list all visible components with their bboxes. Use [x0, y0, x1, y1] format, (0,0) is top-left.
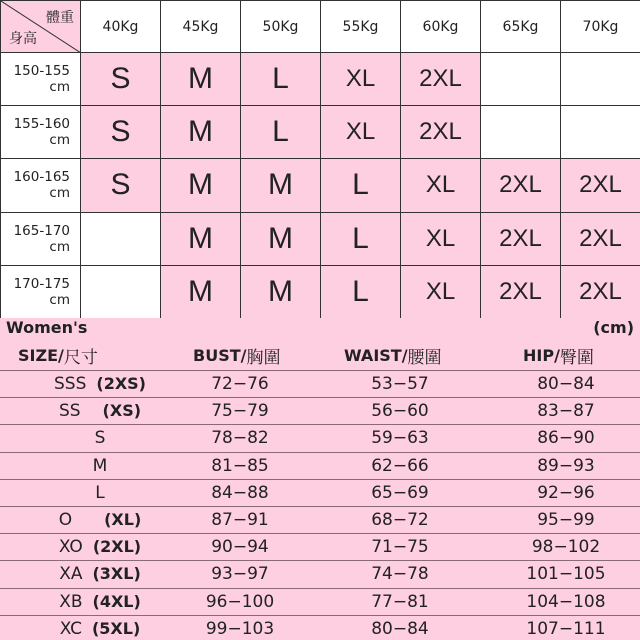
height-range-value: 150-155 [13, 63, 70, 80]
bust-cell: 75−79 [211, 401, 269, 422]
bust-cell: 99−103 [205, 618, 275, 639]
size-recommendation-cell [81, 213, 161, 266]
height-unit: cm [49, 238, 70, 255]
hip-cell: 92−96 [537, 482, 595, 503]
size-alt-code: (2XL) [92, 537, 142, 557]
size-recommendation-cell: XL [321, 106, 401, 159]
table-row [0, 370, 640, 397]
size-code: SSS [54, 374, 87, 394]
waist-cell: 71−75 [371, 537, 429, 558]
size-alt-code: (4XL) [92, 591, 141, 611]
size-header-en: SIZE/ [18, 345, 64, 365]
table-row [0, 506, 640, 533]
height-range-header [1, 106, 81, 159]
size-recommendation-cell: 2XL [561, 213, 640, 266]
size-recommendation-cell: L [241, 53, 321, 106]
waist-column-header [344, 342, 442, 368]
womens-table-title: Women's [6, 318, 88, 337]
size-recommendation-cell: XL [321, 53, 401, 106]
size-code: O [58, 509, 73, 530]
waist-cell: 56−60 [371, 401, 429, 422]
size-recommendation-cell: M [161, 159, 241, 212]
size-column-header [18, 342, 98, 368]
size-recommendation-cell: 2XL [401, 53, 481, 106]
bust-cell: 78−82 [211, 428, 269, 449]
waist-cell: 68−72 [371, 509, 429, 530]
size-alt-code: (2XS) [96, 374, 146, 393]
size-cell [0, 592, 200, 612]
size-recommendation-cell: M [241, 159, 321, 212]
hip-cell: 107−111 [526, 618, 606, 639]
waist-cell: 74−78 [371, 564, 429, 585]
size-code: M [92, 455, 108, 476]
size-cell [0, 483, 200, 503]
bust-cell: 81−85 [211, 455, 269, 476]
height-range-value: 155-160 [13, 116, 70, 133]
size-code: S [94, 428, 106, 449]
womens-table-header-line [0, 318, 640, 340]
hip-column-header [523, 342, 594, 368]
size-recommendation-cell: 2XL [481, 159, 561, 212]
table-row [0, 560, 640, 587]
size-code: XA [59, 564, 83, 585]
hip-cell: 89−93 [537, 455, 595, 476]
size-recommendation-cell: XL [401, 159, 481, 212]
size-recommendation-cell: M [161, 213, 241, 266]
size-recommendation-cell: L [321, 213, 401, 266]
height-unit: cm [49, 132, 70, 149]
size-recommendation-cell [561, 106, 640, 159]
size-cell [0, 456, 200, 476]
size-recommendation-cell [81, 266, 161, 319]
weight-header: 50Kg [241, 1, 321, 53]
size-recommendation-cell: XL [401, 213, 481, 266]
size-recommendation-cell [481, 106, 561, 159]
bust-cell: 90−94 [211, 537, 269, 558]
size-code: XC [59, 618, 82, 639]
weight-height-size-grid [0, 0, 640, 318]
size-recommendation-cell: 2XL [561, 159, 640, 212]
bust-cell: 84−88 [211, 482, 269, 503]
hip-header-cn: 臀圍 [559, 347, 594, 368]
weight-axis-label: 體重 [46, 10, 74, 26]
size-alt-code: (3XL) [92, 564, 141, 584]
size-recommendation-cell: M [241, 213, 321, 266]
size-recommendation-cell: 2XL [481, 213, 561, 266]
size-code: XB [59, 591, 83, 612]
size-recommendation-cell: L [321, 159, 401, 212]
height-range-header [1, 266, 81, 319]
height-range-value: 160-165 [13, 169, 70, 186]
height-range-value: 165-170 [13, 222, 70, 239]
womens-measurement-table [0, 318, 640, 640]
weight-header: 45Kg [161, 1, 241, 53]
size-alt-code: (5XL) [91, 618, 141, 638]
size-recommendation-cell: S [81, 53, 161, 106]
waist-header-cn: 腰圍 [407, 347, 442, 368]
hip-cell: 98−102 [531, 537, 601, 558]
bust-cell: 72−76 [211, 374, 269, 394]
grid-corner-header [1, 1, 81, 53]
size-header-cn: 尺寸 [63, 347, 98, 368]
table-row [0, 615, 640, 640]
table-row [0, 588, 640, 615]
size-code: L [95, 482, 105, 503]
bust-cell: 96−100 [205, 591, 275, 612]
weight-header: 55Kg [321, 1, 401, 53]
waist-cell: 53−57 [371, 374, 429, 394]
size-recommendation-cell: 2XL [561, 266, 640, 319]
size-recommendation-cell: M [161, 266, 241, 319]
weight-header: 70Kg [561, 1, 640, 53]
size-recommendation-cell [481, 53, 561, 106]
size-code: XO [58, 537, 83, 558]
height-range-header [1, 213, 81, 266]
waist-header-en: WAIST/ [344, 345, 408, 365]
bust-header-cn: 胸圍 [246, 347, 281, 368]
bust-header-en: BUST/ [193, 345, 247, 365]
table-row [0, 424, 640, 451]
bust-column-header [193, 342, 280, 368]
weight-header: 65Kg [481, 1, 561, 53]
weight-header: 40Kg [81, 1, 161, 53]
hip-cell: 104−108 [526, 591, 606, 612]
size-cell [0, 537, 200, 557]
size-recommendation-cell [561, 53, 640, 106]
size-recommendation-cell: M [161, 53, 241, 106]
height-unit: cm [49, 79, 70, 96]
size-alt-code: (XL) [104, 509, 142, 529]
size-alt-code: (XS) [102, 401, 142, 421]
size-recommendation-cell: S [81, 106, 161, 159]
bust-cell: 93−97 [211, 564, 269, 585]
hip-cell: 83−87 [537, 401, 595, 422]
height-unit: cm [49, 291, 70, 308]
size-recommendation-cell: L [241, 106, 321, 159]
bust-cell: 87−91 [211, 509, 269, 530]
size-recommendation-cell: S [81, 159, 161, 212]
size-recommendation-cell: 2XL [481, 266, 561, 319]
size-cell [0, 564, 200, 584]
size-cell [0, 428, 200, 448]
height-range-header [1, 53, 81, 106]
measurement-unit: (cm) [593, 318, 634, 337]
size-recommendation-cell: M [161, 106, 241, 159]
size-recommendation-cell: L [321, 266, 401, 319]
waist-cell: 65−69 [371, 482, 429, 503]
height-axis-label: 身高 [9, 31, 37, 47]
height-range-value: 170-175 [13, 275, 70, 292]
hip-cell: 101−105 [526, 564, 606, 585]
table-row [0, 533, 640, 560]
size-recommendation-cell: XL [401, 266, 481, 319]
table-row [0, 452, 640, 479]
waist-cell: 62−66 [371, 455, 429, 476]
height-unit: cm [49, 185, 70, 202]
size-code: SS [58, 401, 81, 422]
table-row [0, 479, 640, 506]
weight-header: 60Kg [401, 1, 481, 53]
hip-header-en: HIP/ [523, 345, 560, 365]
waist-cell: 80−84 [371, 618, 429, 639]
height-range-header [1, 159, 81, 212]
waist-cell: 59−63 [371, 428, 429, 449]
hip-cell: 95−99 [537, 509, 595, 530]
hip-cell: 86−90 [537, 428, 595, 449]
womens-table-rows [0, 370, 640, 640]
size-cell [0, 510, 200, 530]
waist-cell: 77−81 [371, 591, 429, 612]
size-cell [0, 401, 200, 421]
hip-cell: 80−84 [537, 374, 595, 394]
size-recommendation-cell: 2XL [401, 106, 481, 159]
size-cell [0, 374, 200, 394]
size-recommendation-cell: M [241, 266, 321, 319]
table-row [0, 397, 640, 424]
size-cell [0, 619, 200, 639]
